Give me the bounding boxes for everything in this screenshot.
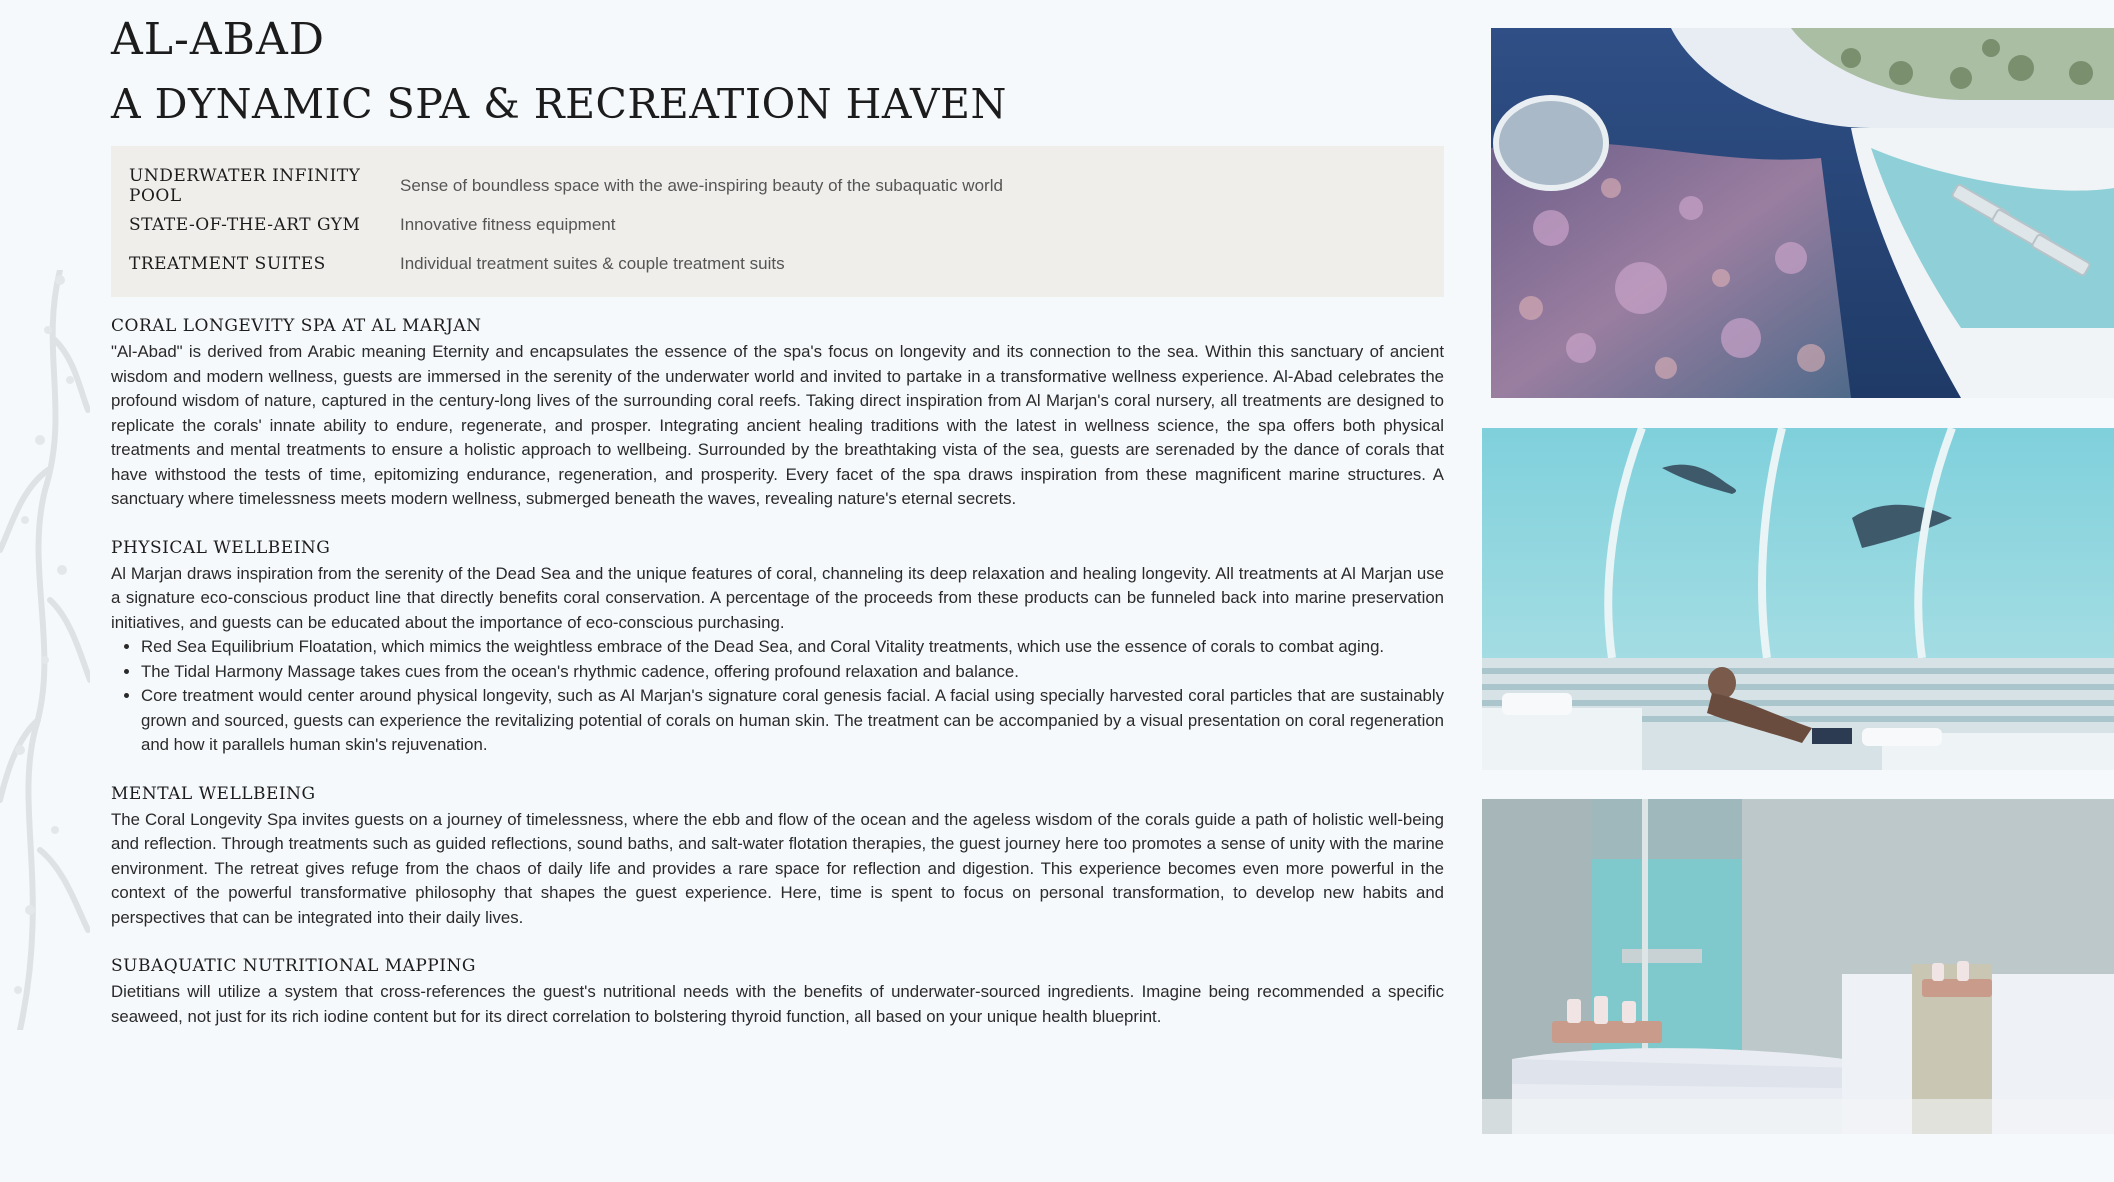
feature-name: TREATMENT SUITES xyxy=(129,253,326,274)
underwater-pool-image xyxy=(1482,428,2114,770)
section-body: The Coral Longevity Spa invites guests on a journey of timelessness, where the ebb and flow of the ocean and the ageless wisdom of the corals guide a path of holistic well-being and reflection. Through treatments such as guided reflections, sound baths, and salt-water flotation therapies, the guest journey here too promotes a sense of unity with the marine environment. The retreat gives refuge from the chaos of daily life and provides a rare space for reflection and digestion. This experience becomes even more powerful in the context of the powerful transformative philosophy that shapes the guest experience. Here, time is spent to focus on personal transformation, to develop new habits and perspectives that can be integrated into their daily lives. xyxy=(111,809,1444,927)
section-coral-longevity xyxy=(111,315,1444,512)
list-item: • Red Sea Equilibrium Floatation, which mimics the weightless embrace of the Dead Sea, and Coral Vitality treatments, which use the essence of corals to combat aging. xyxy=(141,635,1444,660)
feature-description: Sense of boundless space with the awe-inspiring beauty of the subaquatic world xyxy=(400,175,1003,195)
feature-description: Innovative fitness equipment xyxy=(400,214,616,234)
feature-name: UNDERWATER INFINITY POOL xyxy=(129,165,361,206)
section-mental-wellbeing xyxy=(111,783,1444,931)
section-body: "Al-Abad" is derived from Arabic meaning Eternity and encapsulates the essence of the spa's focus on longevity and its connection to the sea. Within this sanctuary of ancient wisdom and modern wellness, guests are immersed in the serenity of the underwater world and invited to partake in a transformative wellness experience. Al-Abad celebrates the profound wisdom of nature, captured in the century-long lives of the surrounding coral reefs. Taking direct inspiration from Al Marjan's coral nursery, all treatments are designed to replicate the corals' innate ability to endure, regenerate, and prosper. Integrating ancient healing traditions with the latest in wellness science, the spa offers both physical treatments and mental treatments to ensure a holistic approach to wellbeing. Surrounded by the breathtaking vista of the sea, guests are serenaded by the dance of corals that have withstood the tests of time, epitomizing endurance, regeneration, and prosperity. Every facet of the spa draws inspiration from these magnificent marine structures. A sanctuary where timelessness meets modern wellness, submerged beneath the waves, revealing nature's eternal secrets. xyxy=(111,342,1444,508)
section-physical-wellbeing xyxy=(111,537,1444,758)
feature-row xyxy=(129,244,1426,283)
feature-row xyxy=(129,205,1426,244)
section-heading: SUBAQUATIC NUTRITIONAL MAPPING xyxy=(111,956,476,976)
page-subtitle: A DYNAMIC SPA & RECREATION HAVEN xyxy=(111,80,1007,128)
section-body: Dietitians will utilize a system that cross-references the guest's nutritional needs with the benefits of underwater-sourced ingredients. Imagine being recommended a specific seaweed, not just for its rich iodine content but for its direct correlation to bolstering thyroid function, all based on your unique health blueprint. xyxy=(111,982,1444,1026)
feature-row xyxy=(129,166,1426,205)
main-content xyxy=(111,14,1444,1029)
treatment-list xyxy=(111,635,1444,758)
list-item: • Core treatment would center around physical longevity, such as Al Marjan's signature coral genesis facial. A facial using specially harvested coral particles that are sustainably grown and sourced, guests can experience the revitalizing potential of corals on human skin. The treatment can be accompanied by a visual presentation on coral regeneration and how it parallels human skin's rejuvenation. xyxy=(141,684,1444,758)
section-heading: CORAL LONGEVITY SPA AT AL MARJAN xyxy=(111,316,482,336)
section-heading: PHYSICAL WELLBEING xyxy=(111,537,331,558)
section-nutritional-mapping xyxy=(111,955,1444,1029)
page-title: AL-ABAD xyxy=(111,14,326,65)
feature-description: Individual treatment suites & couple treatment suits xyxy=(400,253,785,273)
infinity-pool-image xyxy=(1491,28,2114,398)
list-item: • The Tidal Harmony Massage takes cues from the ocean's rhythmic cadence, offering profound relaxation and balance. xyxy=(141,660,1444,685)
features-table xyxy=(111,146,1444,297)
treatment-suite-image xyxy=(1482,799,2114,1134)
feature-name: STATE-OF-THE-ART GYM xyxy=(129,214,361,235)
coral-decoration xyxy=(0,270,90,1030)
section-body: Al Marjan draws inspiration from the serenity of the Dead Sea and the unique features of coral, channeling its deep relaxation and healing longevity. All treatments at Al Marjan use a signature eco-conscious product line that directly benefits coral conservation. A percentage of the proceeds from these products can be funneled back into marine preservation initiatives, and guests can be educated about the importance of eco-conscious purchasing. xyxy=(111,563,1444,632)
section-heading: MENTAL WELLBEING xyxy=(111,783,316,804)
